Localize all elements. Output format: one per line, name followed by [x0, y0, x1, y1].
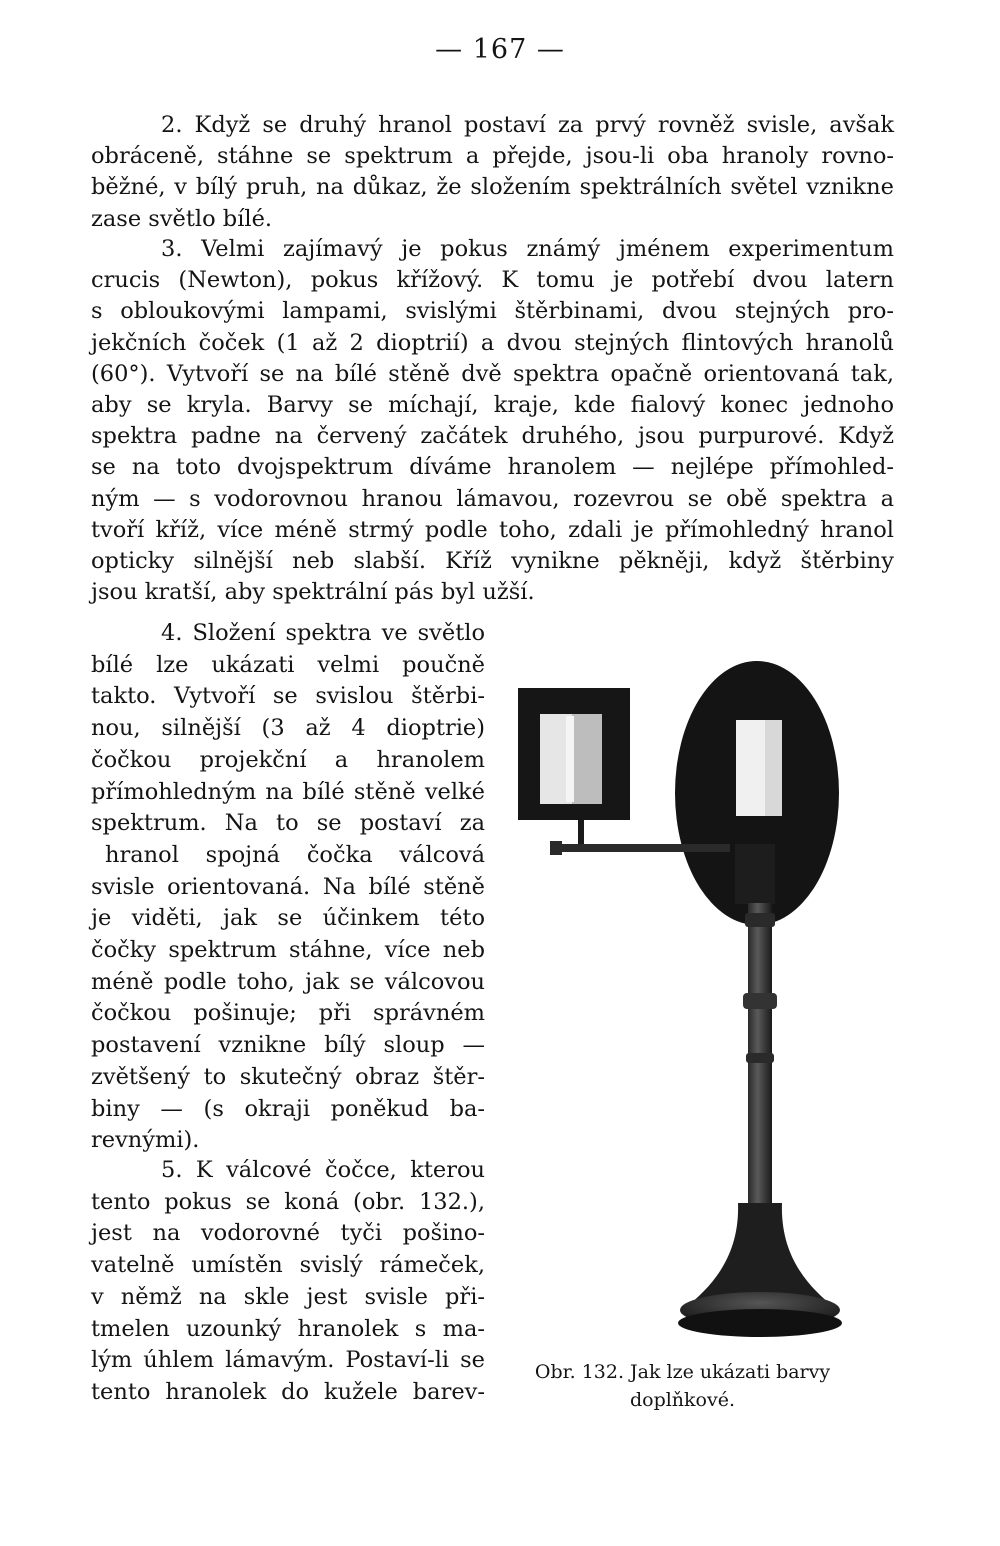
text-line: revnými).: [91, 1127, 200, 1154]
text-line: zvětšený to skutečný obraz štěr-: [91, 1063, 485, 1090]
text-line: je viděti, jak se účinkem této: [91, 905, 485, 932]
text-line: takto. Vytvoří se svislou štěrbi-: [91, 683, 485, 710]
text-line: jsou kratší, aby spektrální pás byl užší.: [91, 579, 535, 606]
text-line: nou, silnější (3 až 4 dioptrie): [91, 715, 485, 742]
text-line: svisle orientovaná. Na bílé stěně: [91, 873, 485, 900]
text-line: 5. K válcové čočce, kterou: [161, 1157, 485, 1183]
text-line: biny — (s okraji poněkud ba-: [91, 1095, 485, 1122]
text-line: 4. Složení spektra ve světlo: [161, 620, 485, 646]
text-line: méně podle toho, jak se válcovou: [91, 968, 485, 995]
text-line: 3. Velmi zajímavý je pokus známý jménem experimentum: [161, 236, 894, 262]
paragraph-5: [91, 1155, 485, 1409]
text-line: s obloukovými lampami, svislými štěrbinami, dvou stejných pro-: [91, 298, 894, 325]
paragraph-4: [91, 618, 485, 1157]
caption-line: doplňkové.: [629, 1389, 736, 1411]
text-line: čočkou pošinuje; při správném: [91, 1000, 485, 1027]
text-line: hranol spojná čočka válcová: [105, 841, 485, 868]
text-line: lým úhlem lámavým. Postaví-li se: [91, 1347, 485, 1374]
text-line: aby se kryla. Barvy se míchají, kraje, kde fialový konec jednoho: [91, 392, 894, 419]
text-line: přímohledným na bílé stěně velké: [91, 778, 485, 805]
figure-caption: [505, 1358, 860, 1414]
text-line: v němž na skle jest svisle při-: [91, 1283, 485, 1310]
text-line: zase světlo bílé.: [91, 205, 273, 232]
text-line: běžné, v bílý pruh, na důkaz, že složením spektrálních světel vznikne: [91, 174, 894, 201]
text-line: spektrum. Na to se postaví za: [91, 810, 485, 837]
text-line: se na toto dvojspektrum díváme hranolem — nejlépe přímohled-: [91, 454, 894, 481]
text-line: obráceně, stáhne se spektrum a přejde, jsou-li oba hranoly rovno-: [91, 143, 894, 170]
text-line: tento pokus se koná (obr. 132.),: [91, 1188, 485, 1215]
text-line: bílé lze ukázati velmi poučně: [91, 651, 485, 678]
text-line: tvoří kříž, více méně strmý podle toho, zdali je přímohledný hranol: [91, 516, 894, 543]
text-line: tento hranolek do kužele barev-: [91, 1378, 485, 1405]
text-line: (60°). Vytvoří se na bílé stěně dvě spektra opačně orientovaná tak,: [91, 360, 894, 387]
text-line: crucis (Newton), pokus křížový. K tomu je potřebí dvou latern: [91, 267, 894, 294]
text-line: postavení vznikne bílý sloup —: [91, 1032, 485, 1059]
text-line: čočkou projekční a hranolem: [91, 746, 485, 773]
text-line: ným — s vodorovnou hranou lámavou, rozevrou se obě spektra a: [91, 485, 894, 512]
paragraph-2: [91, 110, 894, 235]
text-line: jest na vodorovné tyči pošino-: [91, 1220, 485, 1247]
text-line: čočky spektrum stáhne, více neb: [91, 937, 485, 964]
text-line: 2. Když se druhý hranol postaví za prvý rovněž svisle, avšak: [161, 112, 894, 138]
caption-line: Obr. 132. Jak lze ukázati barvy: [534, 1361, 831, 1383]
figure-132: [510, 648, 855, 1348]
horizontal-rod: [550, 844, 730, 852]
text-line: vatelně umístěn svislý rámeček,: [91, 1252, 485, 1279]
paragraph-3: [91, 234, 894, 608]
text-line: opticky silnější neb slabší. Kříž vynikne pěkněji, když štěrbiny: [91, 548, 894, 575]
apparatus-illustration: [510, 648, 855, 1348]
text-line: jekčních čoček (1 až 2 dioptrií) a dvou stejných flintových hranolů: [91, 329, 894, 356]
text-line: spektra padne na červený začátek druhého, jsou purpurové. Když: [91, 423, 894, 450]
page-number: — 167 —: [435, 34, 565, 65]
text-line: tmelen uzounký hranolek s ma-: [91, 1315, 485, 1342]
